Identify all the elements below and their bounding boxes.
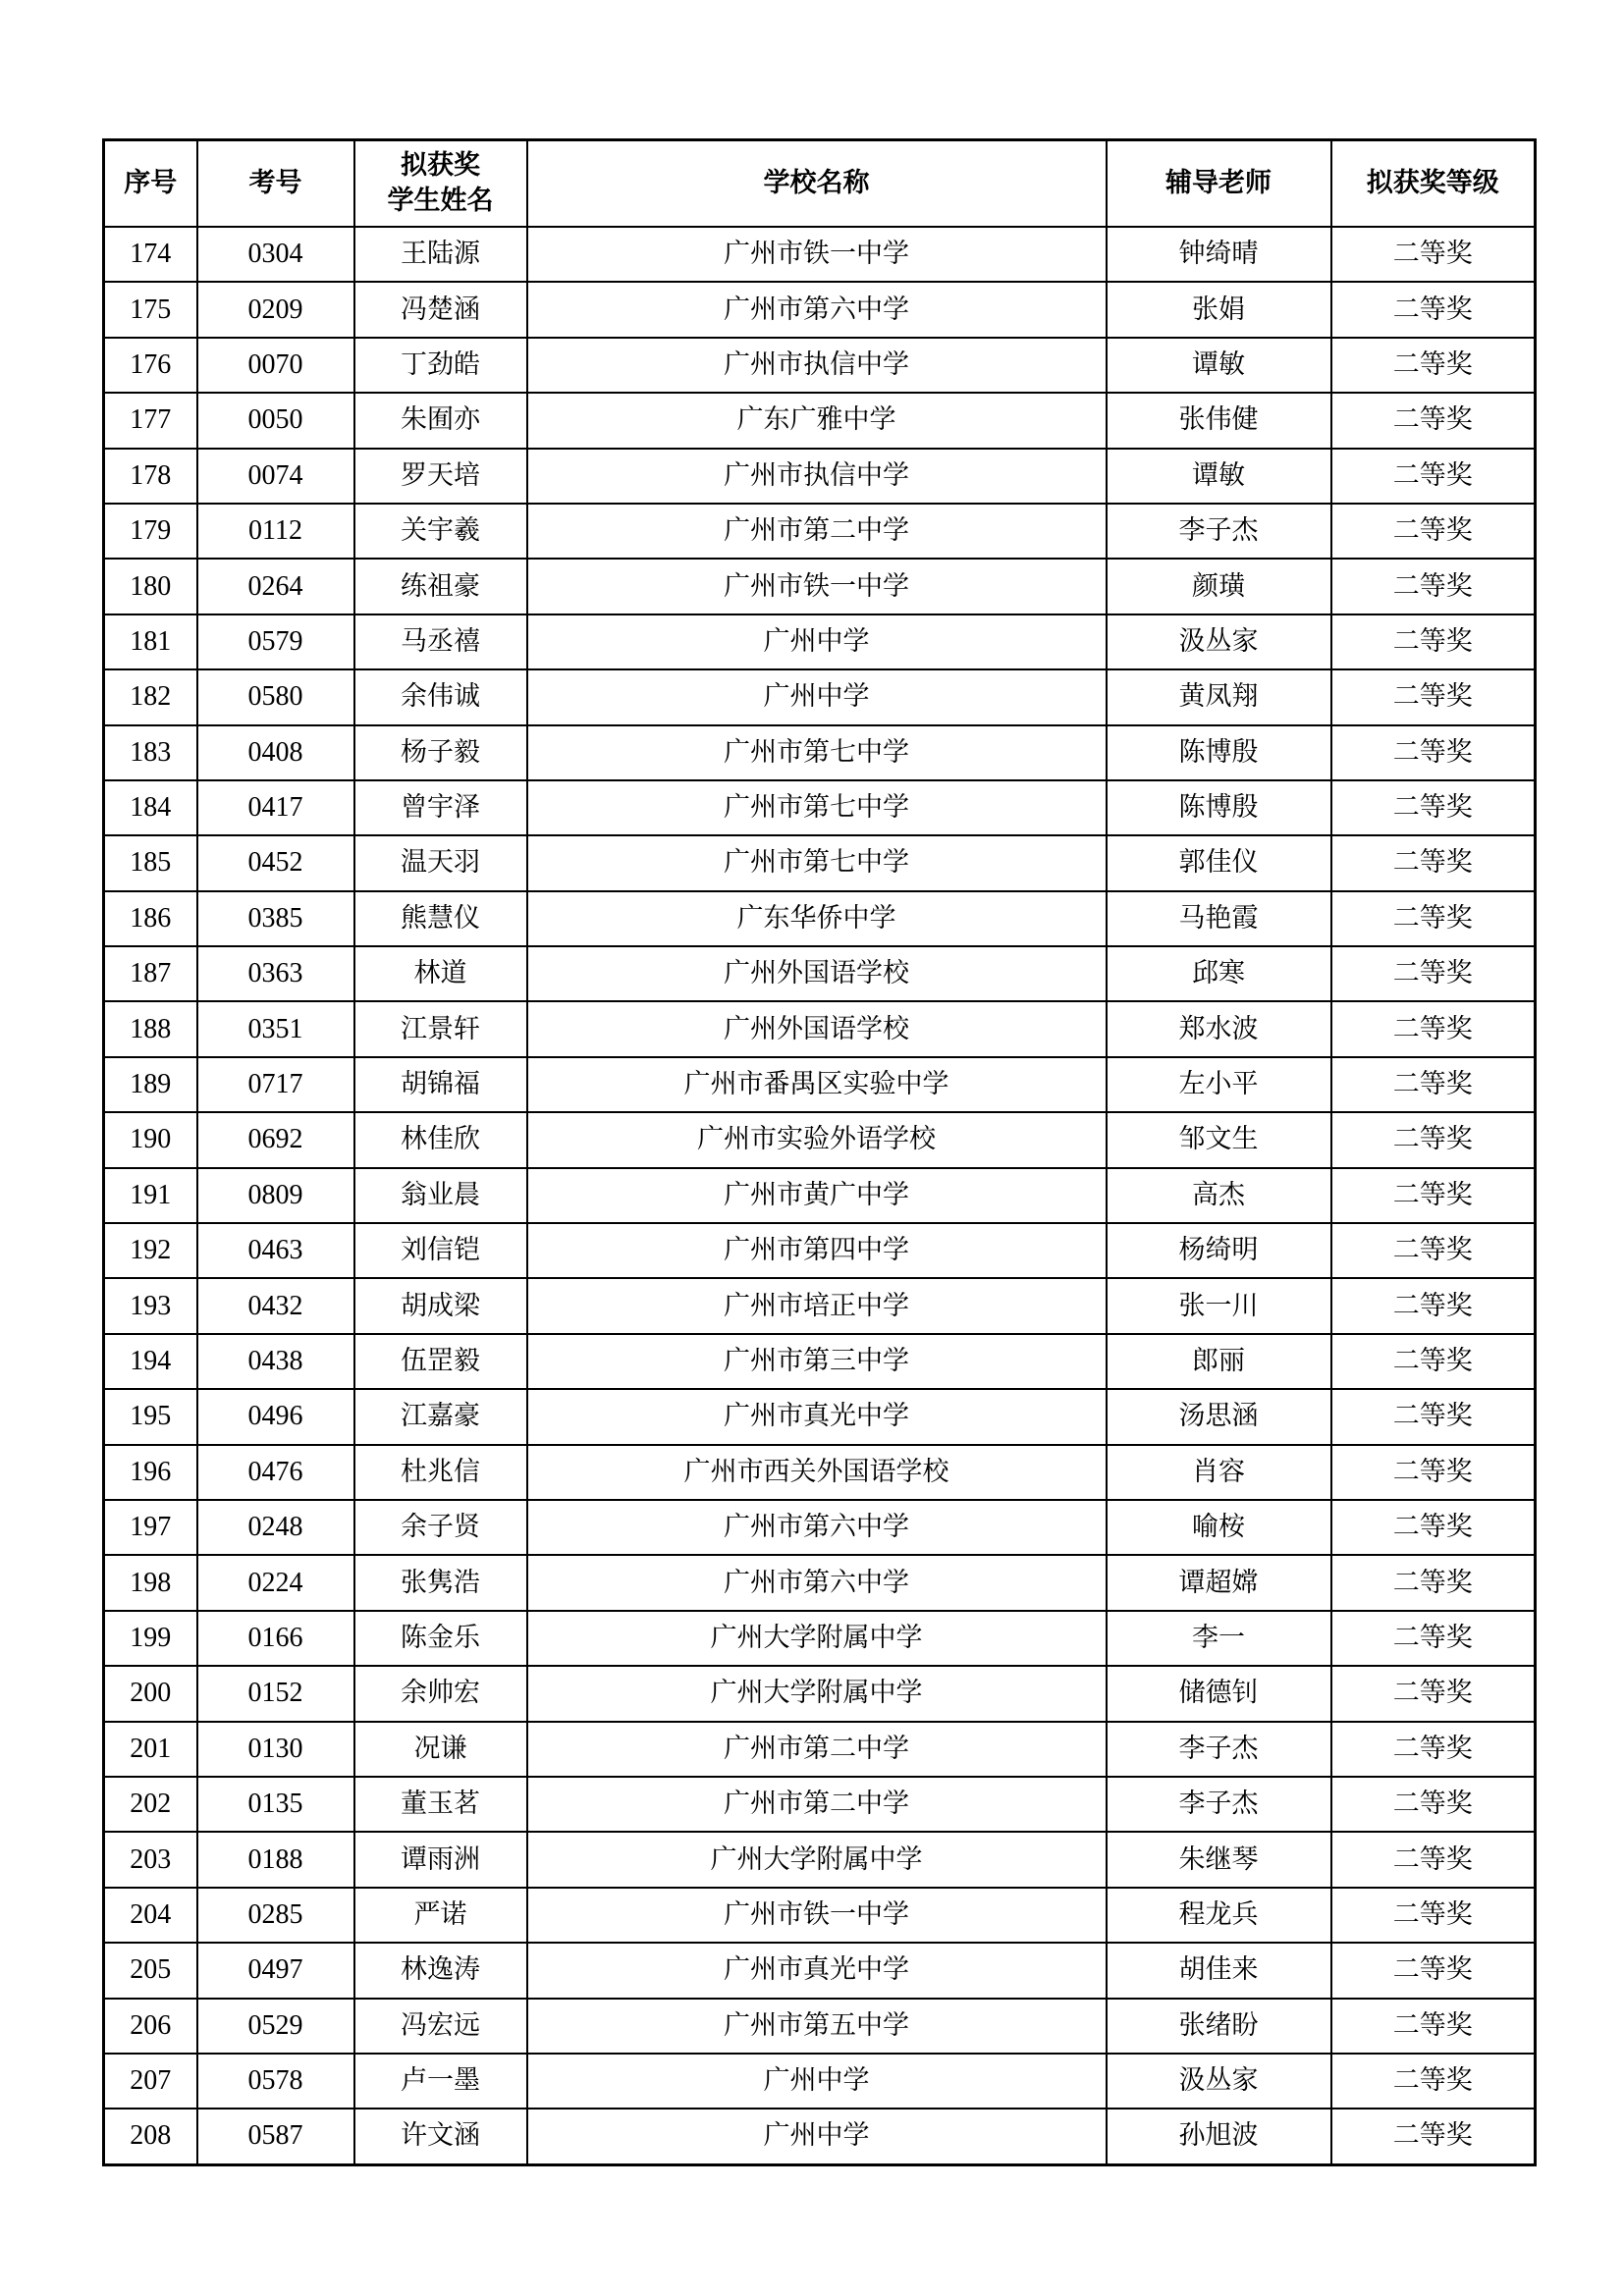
cell-exam-no: 0587 (197, 2109, 354, 2164)
cell-index: 176 (104, 338, 197, 393)
cell-exam-no: 0580 (197, 669, 354, 724)
cell-teacher: 朱继琴 (1107, 1832, 1331, 1887)
cell-teacher: 高杰 (1107, 1168, 1331, 1223)
cell-index: 191 (104, 1168, 197, 1223)
cell-award: 二等奖 (1331, 1445, 1536, 1500)
cell-award: 二等奖 (1331, 725, 1536, 780)
table-row (104, 1500, 1536, 1555)
cell-exam-no: 0578 (197, 2054, 354, 2109)
cell-award: 二等奖 (1331, 835, 1536, 890)
table-row (104, 1389, 1536, 1444)
cell-student-name: 卢一墨 (354, 2054, 527, 2109)
cell-index: 177 (104, 393, 197, 448)
cell-exam-no: 0135 (197, 1777, 354, 1832)
cell-index: 178 (104, 449, 197, 504)
cell-teacher: 谭敏 (1107, 338, 1331, 393)
cell-teacher: 孙旭波 (1107, 2109, 1331, 2164)
cell-exam-no: 0285 (197, 1888, 354, 1943)
table-row (104, 1223, 1536, 1278)
cell-index: 194 (104, 1334, 197, 1389)
cell-school: 广州市第七中学 (527, 780, 1107, 835)
cell-award: 二等奖 (1331, 1888, 1536, 1943)
header-student-name-line2: 学生姓名 (387, 186, 494, 216)
cell-index: 205 (104, 1943, 197, 1998)
cell-student-name: 马丞禧 (354, 614, 527, 669)
cell-teacher: 郑水波 (1107, 1001, 1331, 1056)
cell-teacher: 郎丽 (1107, 1334, 1331, 1389)
table-row (104, 1278, 1536, 1333)
cell-award: 二等奖 (1331, 1999, 1536, 2054)
cell-school: 广州市第二中学 (527, 1722, 1107, 1777)
cell-exam-no: 0070 (197, 338, 354, 393)
cell-award: 二等奖 (1331, 504, 1536, 559)
cell-award: 二等奖 (1331, 338, 1536, 393)
cell-index: 199 (104, 1611, 197, 1666)
table-row (104, 1777, 1536, 1832)
cell-exam-no: 0166 (197, 1611, 354, 1666)
table-row (104, 669, 1536, 724)
cell-teacher: 马艳霞 (1107, 891, 1331, 946)
table-row (104, 2109, 1536, 2164)
cell-student-name: 林佳欣 (354, 1112, 527, 1167)
cell-exam-no: 0497 (197, 1943, 354, 1998)
cell-index: 204 (104, 1888, 197, 1943)
cell-index: 183 (104, 725, 197, 780)
cell-school: 广州市实验外语学校 (527, 1112, 1107, 1167)
cell-index: 208 (104, 2109, 197, 2164)
table-row (104, 227, 1536, 282)
table-row (104, 1943, 1536, 1998)
cell-index: 203 (104, 1832, 197, 1887)
cell-school: 广州外国语学校 (527, 946, 1107, 1001)
cell-student-name: 伍罡毅 (354, 1334, 527, 1389)
cell-exam-no: 0264 (197, 559, 354, 614)
cell-award: 二等奖 (1331, 1611, 1536, 1666)
cell-index: 193 (104, 1278, 197, 1333)
cell-school: 广州市铁一中学 (527, 1888, 1107, 1943)
cell-exam-no: 0248 (197, 1500, 354, 1555)
cell-index: 197 (104, 1500, 197, 1555)
cell-teacher: 储德钊 (1107, 1666, 1331, 1721)
cell-exam-no: 0304 (197, 227, 354, 282)
cell-exam-no: 0452 (197, 835, 354, 890)
cell-student-name: 翁业晨 (354, 1168, 527, 1223)
cell-teacher: 胡佳来 (1107, 1943, 1331, 1998)
table-row (104, 1999, 1536, 2054)
cell-award: 二等奖 (1331, 1168, 1536, 1223)
cell-student-name: 王陆源 (354, 227, 527, 282)
cell-index: 175 (104, 282, 197, 337)
award-list-table (102, 138, 1537, 2166)
cell-student-name: 余伟诚 (354, 669, 527, 724)
cell-index: 200 (104, 1666, 197, 1721)
cell-teacher: 李子杰 (1107, 504, 1331, 559)
cell-student-name: 谭雨洲 (354, 1832, 527, 1887)
cell-student-name: 许文涵 (354, 2109, 527, 2164)
cell-student-name: 杜兆信 (354, 1445, 527, 1500)
header-award: 拟获奖等级 (1331, 140, 1536, 228)
cell-student-name: 陈金乐 (354, 1611, 527, 1666)
cell-teacher: 张伟健 (1107, 393, 1331, 448)
cell-school: 广州市第二中学 (527, 504, 1107, 559)
cell-award: 二等奖 (1331, 1722, 1536, 1777)
cell-student-name: 丁劲皓 (354, 338, 527, 393)
cell-index: 206 (104, 1999, 197, 2054)
cell-teacher: 汲丛家 (1107, 2054, 1331, 2109)
table-row (104, 2054, 1536, 2109)
cell-award: 二等奖 (1331, 1001, 1536, 1056)
cell-exam-no: 0417 (197, 780, 354, 835)
cell-exam-no: 0074 (197, 449, 354, 504)
cell-award: 二等奖 (1331, 614, 1536, 669)
cell-award: 二等奖 (1331, 1112, 1536, 1167)
cell-school: 广州外国语学校 (527, 1001, 1107, 1056)
cell-student-name: 罗天培 (354, 449, 527, 504)
cell-student-name: 江景轩 (354, 1001, 527, 1056)
cell-teacher: 喻桉 (1107, 1500, 1331, 1555)
table-row (104, 282, 1536, 337)
cell-index: 182 (104, 669, 197, 724)
table-row (104, 1001, 1536, 1056)
cell-student-name: 杨子毅 (354, 725, 527, 780)
table-row (104, 1445, 1536, 1500)
cell-school: 广州市执信中学 (527, 449, 1107, 504)
cell-index: 190 (104, 1112, 197, 1167)
header-teacher: 辅导老师 (1107, 140, 1331, 228)
cell-award: 二等奖 (1331, 1943, 1536, 1998)
cell-award: 二等奖 (1331, 891, 1536, 946)
cell-teacher: 陈博殷 (1107, 780, 1331, 835)
cell-index: 192 (104, 1223, 197, 1278)
cell-exam-no: 0463 (197, 1223, 354, 1278)
cell-student-name: 董玉茗 (354, 1777, 527, 1832)
cell-exam-no: 0408 (197, 725, 354, 780)
table-row (104, 780, 1536, 835)
cell-student-name: 林逸涛 (354, 1943, 527, 1998)
cell-school: 广州大学附属中学 (527, 1832, 1107, 1887)
cell-school: 广州市第六中学 (527, 1555, 1107, 1610)
cell-school: 广东华侨中学 (527, 891, 1107, 946)
cell-award: 二等奖 (1331, 2054, 1536, 2109)
table-row (104, 1888, 1536, 1943)
cell-exam-no: 0438 (197, 1334, 354, 1389)
cell-index: 207 (104, 2054, 197, 2109)
cell-student-name: 胡锦福 (354, 1057, 527, 1112)
cell-exam-no: 0363 (197, 946, 354, 1001)
cell-index: 201 (104, 1722, 197, 1777)
cell-school: 广州大学附属中学 (527, 1666, 1107, 1721)
cell-student-name: 严诺 (354, 1888, 527, 1943)
cell-teacher: 张绪盼 (1107, 1999, 1331, 2054)
table-body (104, 227, 1536, 2164)
table-row (104, 946, 1536, 1001)
cell-student-name: 林道 (354, 946, 527, 1001)
cell-teacher: 钟绮晴 (1107, 227, 1331, 282)
cell-index: 185 (104, 835, 197, 890)
cell-school: 广州市第四中学 (527, 1223, 1107, 1278)
cell-award: 二等奖 (1331, 393, 1536, 448)
cell-student-name: 余帅宏 (354, 1666, 527, 1721)
table-row (104, 559, 1536, 614)
cell-exam-no: 0579 (197, 614, 354, 669)
header-school: 学校名称 (527, 140, 1107, 228)
cell-school: 广州市第三中学 (527, 1334, 1107, 1389)
cell-school: 广东广雅中学 (527, 393, 1107, 448)
cell-teacher: 肖容 (1107, 1445, 1331, 1500)
cell-school: 广州市真光中学 (527, 1389, 1107, 1444)
cell-index: 174 (104, 227, 197, 282)
cell-award: 二等奖 (1331, 1278, 1536, 1333)
cell-award: 二等奖 (1331, 449, 1536, 504)
cell-student-name: 关宇羲 (354, 504, 527, 559)
cell-award: 二等奖 (1331, 1500, 1536, 1555)
cell-index: 180 (104, 559, 197, 614)
table-row (104, 835, 1536, 890)
table-row (104, 1057, 1536, 1112)
cell-index: 189 (104, 1057, 197, 1112)
cell-exam-no: 0188 (197, 1832, 354, 1887)
cell-award: 二等奖 (1331, 946, 1536, 1001)
cell-teacher: 程龙兵 (1107, 1888, 1331, 1943)
cell-teacher: 张娟 (1107, 282, 1331, 337)
table-row (104, 1168, 1536, 1223)
cell-school: 广州大学附属中学 (527, 1611, 1107, 1666)
table-row (104, 725, 1536, 780)
cell-school: 广州市第七中学 (527, 835, 1107, 890)
cell-award: 二等奖 (1331, 1777, 1536, 1832)
cell-school: 广州市西关外国语学校 (527, 1445, 1107, 1500)
table-row (104, 338, 1536, 393)
cell-award: 二等奖 (1331, 1666, 1536, 1721)
cell-student-name: 熊慧仪 (354, 891, 527, 946)
cell-student-name: 曾宇泽 (354, 780, 527, 835)
table-row (104, 1722, 1536, 1777)
cell-index: 195 (104, 1389, 197, 1444)
cell-teacher: 谭超嫦 (1107, 1555, 1331, 1610)
cell-exam-no: 0432 (197, 1278, 354, 1333)
table-row (104, 1832, 1536, 1887)
cell-teacher: 邱寒 (1107, 946, 1331, 1001)
cell-school: 广州市番禺区实验中学 (527, 1057, 1107, 1112)
table-row (104, 1334, 1536, 1389)
cell-exam-no: 0496 (197, 1389, 354, 1444)
cell-exam-no: 0112 (197, 504, 354, 559)
cell-award: 二等奖 (1331, 1057, 1536, 1112)
cell-index: 202 (104, 1777, 197, 1832)
cell-teacher: 张一川 (1107, 1278, 1331, 1333)
cell-school: 广州市铁一中学 (527, 227, 1107, 282)
cell-teacher: 郭佳仪 (1107, 835, 1331, 890)
cell-school: 广州市执信中学 (527, 338, 1107, 393)
cell-teacher: 颜璜 (1107, 559, 1331, 614)
cell-teacher: 李子杰 (1107, 1722, 1331, 1777)
cell-school: 广州市培正中学 (527, 1278, 1107, 1333)
cell-award: 二等奖 (1331, 1223, 1536, 1278)
cell-index: 196 (104, 1445, 197, 1500)
table-row (104, 504, 1536, 559)
cell-teacher: 李子杰 (1107, 1777, 1331, 1832)
header-index: 序号 (104, 140, 197, 228)
cell-index: 187 (104, 946, 197, 1001)
table-row (104, 891, 1536, 946)
cell-student-name: 胡成梁 (354, 1278, 527, 1333)
cell-award: 二等奖 (1331, 669, 1536, 724)
cell-exam-no: 0351 (197, 1001, 354, 1056)
cell-award: 二等奖 (1331, 1832, 1536, 1887)
header-student-name (354, 140, 527, 228)
cell-student-name: 朱囿亦 (354, 393, 527, 448)
cell-index: 184 (104, 780, 197, 835)
cell-index: 198 (104, 1555, 197, 1610)
table-row (104, 1112, 1536, 1167)
table-row (104, 1555, 1536, 1610)
cell-teacher: 黄凤翔 (1107, 669, 1331, 724)
cell-award: 二等奖 (1331, 2109, 1536, 2164)
cell-award: 二等奖 (1331, 780, 1536, 835)
cell-teacher: 汲丛家 (1107, 614, 1331, 669)
cell-student-name: 江嘉豪 (354, 1389, 527, 1444)
table-row (104, 1666, 1536, 1721)
cell-school: 广州市第七中学 (527, 725, 1107, 780)
cell-student-name: 张隽浩 (354, 1555, 527, 1610)
cell-school: 广州市第五中学 (527, 1999, 1107, 2054)
cell-award: 二等奖 (1331, 282, 1536, 337)
table-row (104, 614, 1536, 669)
cell-school: 广州市黄广中学 (527, 1168, 1107, 1223)
cell-school: 广州市第六中学 (527, 1500, 1107, 1555)
cell-exam-no: 0130 (197, 1722, 354, 1777)
cell-student-name: 余子贤 (354, 1500, 527, 1555)
table-row (104, 393, 1536, 448)
cell-index: 181 (104, 614, 197, 669)
cell-school: 广州市第六中学 (527, 282, 1107, 337)
cell-award: 二等奖 (1331, 1389, 1536, 1444)
cell-school: 广州市铁一中学 (527, 559, 1107, 614)
cell-exam-no: 0692 (197, 1112, 354, 1167)
cell-school: 广州中学 (527, 669, 1107, 724)
cell-student-name: 练祖豪 (354, 559, 527, 614)
cell-teacher: 陈博殷 (1107, 725, 1331, 780)
cell-award: 二等奖 (1331, 1555, 1536, 1610)
cell-school: 广州市真光中学 (527, 1943, 1107, 1998)
cell-exam-no: 0529 (197, 1999, 354, 2054)
cell-school: 广州中学 (527, 614, 1107, 669)
cell-student-name: 冯宏远 (354, 1999, 527, 2054)
cell-teacher: 汤思涵 (1107, 1389, 1331, 1444)
table-row (104, 1611, 1536, 1666)
table-header (104, 140, 1536, 228)
cell-exam-no: 0809 (197, 1168, 354, 1223)
cell-teacher: 左小平 (1107, 1057, 1331, 1112)
cell-teacher: 杨绮明 (1107, 1223, 1331, 1278)
table-row (104, 449, 1536, 504)
cell-index: 179 (104, 504, 197, 559)
cell-teacher: 谭敏 (1107, 449, 1331, 504)
cell-exam-no: 0050 (197, 393, 354, 448)
header-row (104, 140, 1536, 228)
cell-school: 广州市第二中学 (527, 1777, 1107, 1832)
cell-award: 二等奖 (1331, 227, 1536, 282)
header-exam-no: 考号 (197, 140, 354, 228)
cell-student-name: 温天羽 (354, 835, 527, 890)
cell-school: 广州中学 (527, 2109, 1107, 2164)
cell-exam-no: 0476 (197, 1445, 354, 1500)
cell-exam-no: 0385 (197, 891, 354, 946)
cell-student-name: 况谦 (354, 1722, 527, 1777)
cell-index: 186 (104, 891, 197, 946)
cell-school: 广州中学 (527, 2054, 1107, 2109)
cell-index: 188 (104, 1001, 197, 1056)
cell-award: 二等奖 (1331, 1334, 1536, 1389)
cell-teacher: 邹文生 (1107, 1112, 1331, 1167)
cell-student-name: 刘信铠 (354, 1223, 527, 1278)
cell-award: 二等奖 (1331, 559, 1536, 614)
cell-teacher: 李一 (1107, 1611, 1331, 1666)
header-student-name-line1: 拟获奖 (401, 150, 480, 181)
cell-exam-no: 0224 (197, 1555, 354, 1610)
cell-student-name: 冯楚涵 (354, 282, 527, 337)
cell-exam-no: 0209 (197, 282, 354, 337)
cell-exam-no: 0717 (197, 1057, 354, 1112)
cell-exam-no: 0152 (197, 1666, 354, 1721)
